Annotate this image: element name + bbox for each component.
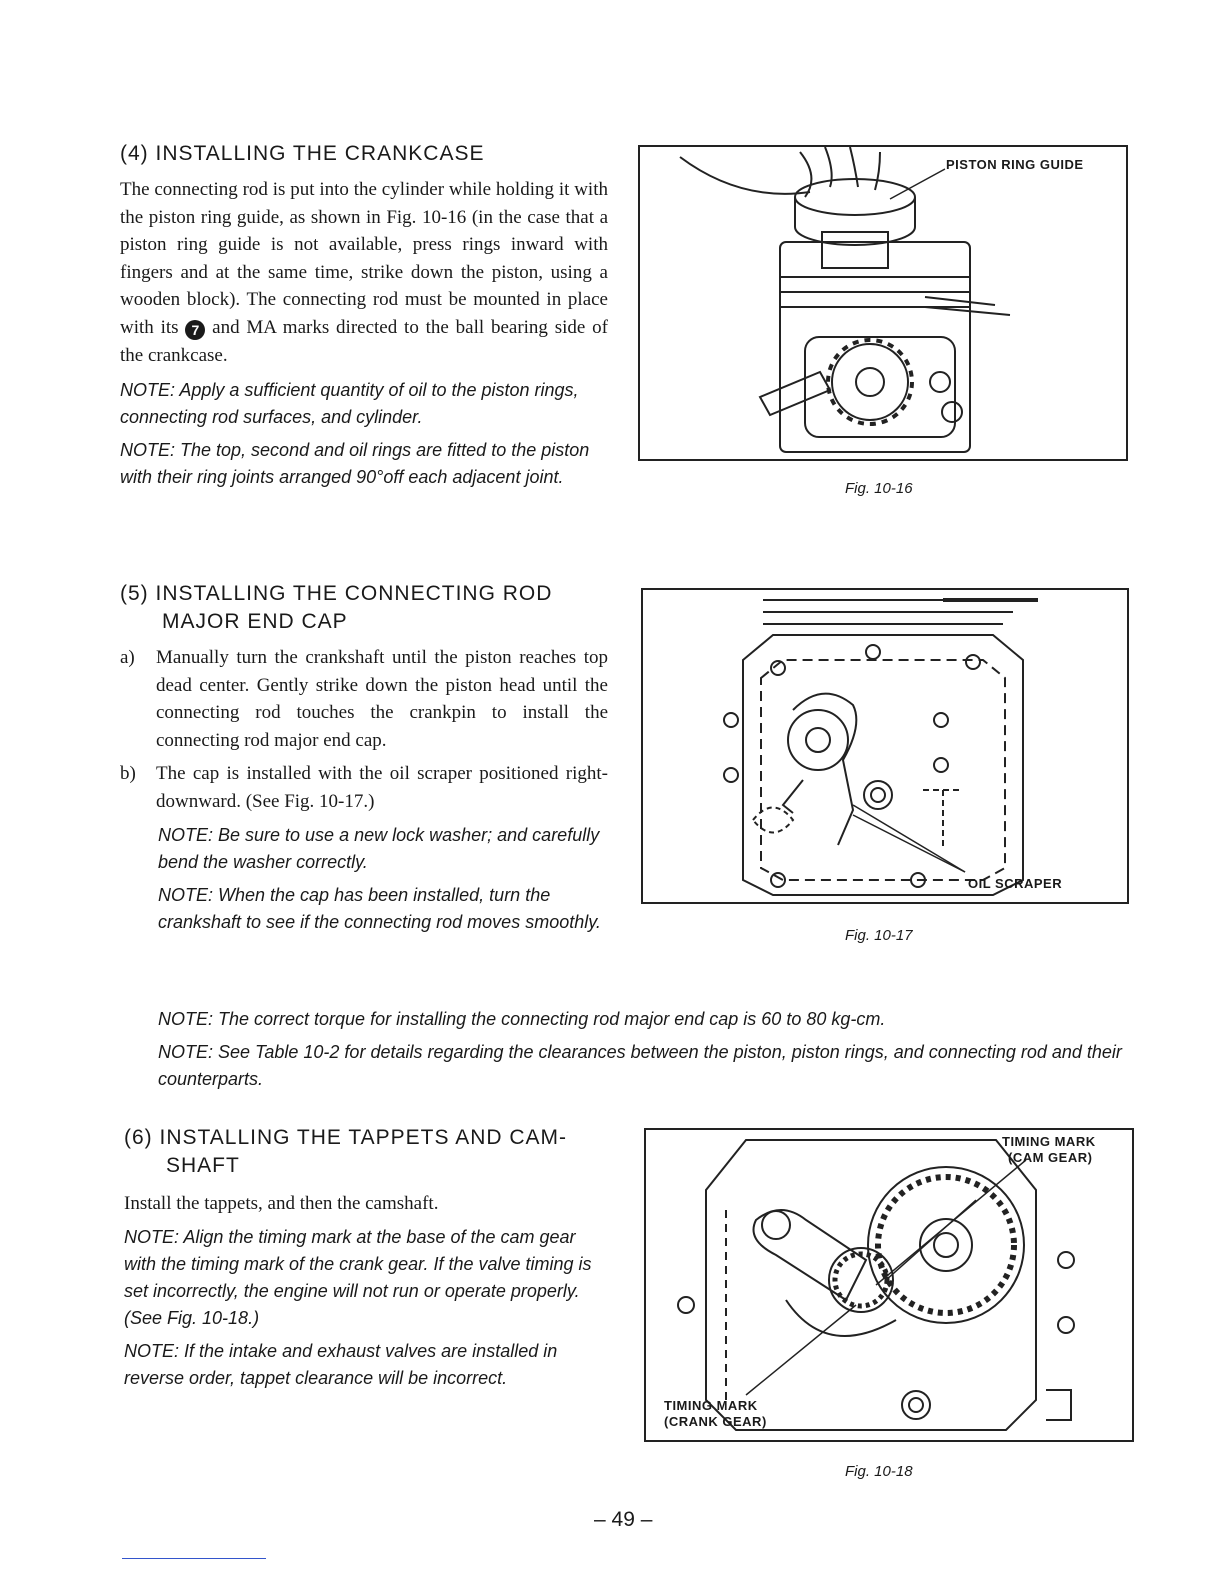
figure-10-16 [638,145,1128,461]
section-5-note-turn-crankshaft: NOTE: When the cap has been installed, turn the crankshaft to see if the connecting rod moves smoothly. [158,884,601,932]
list-item: a) Manually turn the crankshaft until the piston reaches top dead center. Gently strike down the piston head until the connecting rod touches the crankpin to install the connecting rod major end cap. [120,647,608,751]
section-6-heading: (6) INSTALLING THE TAPPETS AND CAM- SHAFT [124,1126,568,1177]
footer-rule [122,1558,266,1559]
section-4-note-oil: NOTE: Apply a sufficient quantity of oil to the piston rings, connecting rod surfaces, and cylinder. [120,380,579,428]
section-5-note-torque: NOTE: The correct torque for installing the connecting rod major end cap is 60 to 80 kg-cm. [158,1009,886,1029]
section-5-note-clearances: NOTE: See Table 10-2 for details regarding the clearances between the piston, piston rings, and connecting rod and their counterparts. [158,1042,1122,1089]
section-6-note-timing: NOTE: Align the timing mark at the base of the cam gear with the timing mark of the crank gear. If the valve timing is set incorrectly, the engine will not run or operate properly. (See Fig. 10-18.) [124,1226,592,1328]
section-5-heading: (5) INSTALLING THE CONNECTING ROD MAJOR END CAP [120,582,553,633]
piston-install-illustration [640,147,1126,459]
figure-10-16-caption: Fig. 10-16 [845,480,913,497]
figure-10-17-caption: Fig. 10-17 [845,927,913,944]
section-6-note-valves: NOTE: If the intake and exhaust valves are installed in reverse order, tappet clearance will be incorrect. [124,1340,558,1388]
section-5-wide-notes [158,1006,1138,1093]
cam-gear-timing-mark-label: TIMING MARK (CAM GEAR) [1002,1134,1096,1165]
section-6 [124,1124,612,1392]
section-4-heading: (4) INSTALLING THE CRANKCASE [120,142,485,165]
list-item: b) The cap is installed with the oil scraper positioned right-downward. (See Fig. 10-17.) [120,763,608,812]
section-5 [120,580,608,936]
page-number: – 49 – [594,1508,653,1531]
circled-mark-icon: 7 [185,320,205,340]
figure-10-18 [644,1128,1134,1442]
figure-10-18-caption: Fig. 10-18 [845,1463,913,1480]
section-6-body: Install the tappets, and then the camshaft. [124,1193,439,1214]
connecting-rod-cap-illustration [643,590,1127,902]
section-5-note-lock-washer: NOTE: Be sure to use a new lock washer; and carefully bend the washer correctly. [158,824,600,872]
crank-gear-timing-mark-label: TIMING MARK (CRANK GEAR) [664,1398,767,1429]
section-4-body: The connecting rod is put into the cylinder while holding it with the piston ring guide, as shown in Fig. 10-16 (in the case that a piston ring guide is not available, press rings inward with fingers and at the same time, strike down the piston, using a wooden block). The connecting rod must be mounted in place with its 7 and MA marks directed to the ball bearing side of the crankcase. [120,179,608,366]
timing-gears-illustration [646,1130,1132,1440]
section-4-note-ring-joints: NOTE: The top, second and oil rings are fitted to the piston with their ring joints arranged 90°off each adjacent joint. [120,440,590,488]
piston-ring-guide-label: PISTON RING GUIDE [946,157,1084,172]
section-4 [120,140,608,491]
figure-10-17 [641,588,1129,904]
oil-scraper-label: OIL SCRAPER [968,876,1063,891]
